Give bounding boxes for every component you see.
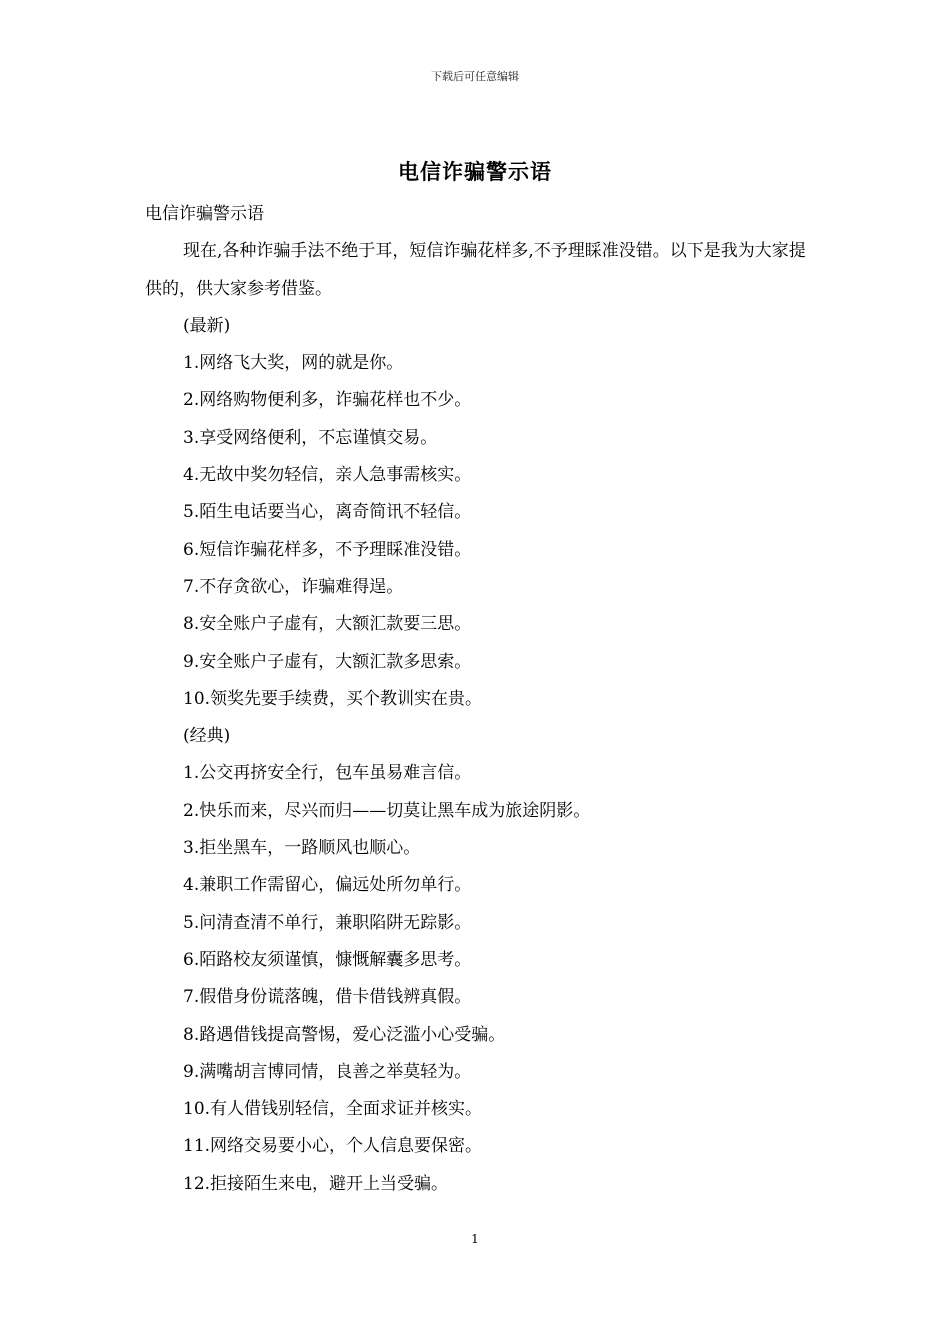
list-item: 6.短信诈骗花样多，不予理睬准没错。 [183,539,472,560]
section-heading-latest: (最新) [183,315,231,336]
list-item: 9.满嘴胡言博同情，良善之举莫轻为。 [183,1061,472,1082]
list-item: 8.安全账户子虚有，大额汇款要三思。 [183,614,472,635]
list-item: 5.问清查清不单行，兼职陷阱无踪影。 [183,912,472,933]
list-item: 3.拒坐黑车，一路顺风也顺心。 [183,838,421,859]
list-item: 1.网络飞大奖，网的就是你。 [183,353,404,374]
list-item: 11.网络交易要小心，个人信息要保密。 [183,1136,483,1157]
list-item: 12.拒接陌生来电，避开上当受骗。 [183,1173,449,1194]
list-item: 4.无故中奖勿轻信，亲人急事需核实。 [183,465,472,486]
list-item: 5.陌生电话要当心，离奇简讯不轻信。 [183,502,472,523]
document-title: 电信诈骗警示语 [398,159,552,184]
page-number: 1 [471,1232,479,1246]
document-subtitle: 电信诈骗警示语 [145,204,264,224]
list-item: 10.有人借钱别轻信，全面求证并核实。 [183,1099,483,1120]
document-body [145,196,810,1203]
list-item: 10.领奖先要手续费，买个教训实在贵。 [183,688,483,709]
list-item: 6.陌路校友须谨慎，慷慨解囊多思考。 [183,949,472,970]
header-note: 下载后可任意编辑 [431,70,519,83]
list-item: 8.路遇借钱提高警惕，爱心泛滥小心受骗。 [183,1024,506,1045]
list-item: 3.享受网络便利，不忘谨慎交易。 [183,427,438,448]
list-item: 4.兼职工作需留心，偏远处所勿单行。 [183,875,472,896]
list-item: 2.网络购物便利多，诈骗花样也不少。 [183,390,472,411]
list-item: 7.不存贪欲心，诈骗难得逞。 [183,576,404,597]
list-item: 9.安全账户子虚有，大额汇款多思索。 [183,651,472,672]
list-item: 2.快乐而来，尽兴而归——切莫让黑车成为旅途阴影。 [183,800,591,821]
section-heading-classic: (经典) [183,726,231,747]
intro-paragraph: 现在,各种诈骗手法不绝于耳，短信诈骗花样多,不予理睬准没错。以下是我为大家提供的，供大家参考借鉴。 [145,241,806,299]
list-item: 7.假借身份谎落魄，借卡借钱辨真假。 [183,987,472,1008]
list-item: 1.公交再挤安全行，包车虽易难言信。 [183,763,472,784]
